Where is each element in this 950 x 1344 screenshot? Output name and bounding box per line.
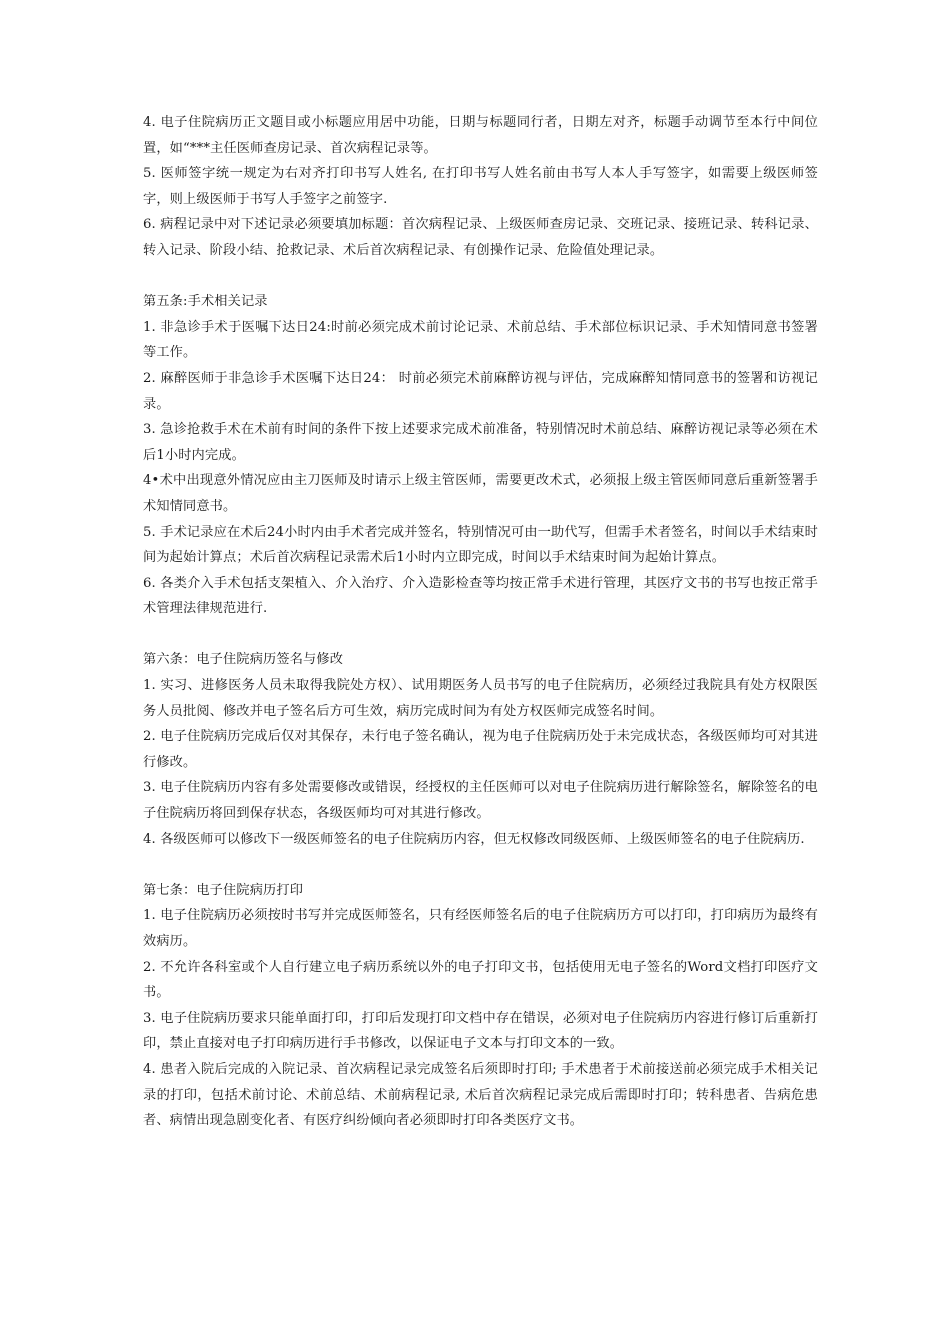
article6-item-1: 1. 实习、进修医务人员未取得我院处方权）、试用期医务人员书写的电子住院病历，必须经过我院具有处方权限医务人员批阅、修改并电子签名后方可生效，病历完成时间为有处方权医师完成签名时间。 <box>143 678 818 719</box>
intro-item-5: 5. 医师签字统一规定为右对齐打印书写人姓名, 在打印书写人姓名前由书写人本人手写签字，如需要上级医师签字，则上级医师于书写人手签字之前签字. <box>143 166 818 207</box>
article5-item-6: 6. 各类介入手术包括支架植入、介入治疗、介入造影检查等均按正常手术进行管理，其医疗文书的书写也按正常手术管理法律规范进行. <box>143 575 818 617</box>
article7-item-4: 4. 患者入院后完成的入院记录、首次病程记录完成签名后须即时打印; 手术患者于术前接送前必须完成手术相关记录的打印，包括术前讨论、术前总结、术前病程记录, 术后首次病程记录完成后需即时打印；转科患者、告病危患者、病情出现急剧变化者、有医疗纠纷倾向者必须即时打印各类医疗文书。 <box>143 1061 818 1129</box>
article7-item-1: 1. 电子住院病历必须按时书写并完成医师签名，只有经医师签名后的电子住院病历方可以打印，打印病历为最终有效病历。 <box>143 908 818 949</box>
article5-item-5: 5. 手术记录应在术后24小时内由手术者完成并签名，特别情况可由一助代写，但需手术者签名，时间以手术结束时间为起始计算点；术后首次病程记录需术后1小时内立即完成，时间以手术结束时间为起始计算点。 <box>143 524 818 566</box>
article5-section <box>143 289 818 622</box>
document-page <box>143 110 818 1134</box>
article7-item-2: 2. 不允许各科室或个人自行建立电子病历系统以外的电子打印文书，包括使用无电子签名的Word文档打印医疗文书。 <box>143 959 818 1001</box>
article7-item-3: 3. 电子住院病历要求只能单面打印，打印后发现打印文档中存在错误，必须对电子住院病历内容进行修订后重新打印，禁止直接对电子打印病历进行手书修改，以保证电子文本与打印文本的一致。 <box>143 1010 818 1052</box>
article5-item-1: 1. 非急诊手术于医嘱下达日24:时前必须完成术前讨论记录、术前总结、手术部位标识记录、手术知情同意书签署等工作。 <box>143 319 818 361</box>
article5-item-3: 3. 急诊抢救手术在术前有时间的条件下按上述要求完成术前准备，特别情况时术前总结、麻醉访视记录等必须在术后1小时内完成。 <box>143 422 818 463</box>
article7-title: 第七条：电子住院病历打印 <box>143 882 304 898</box>
intro-item-6: 6. 病程记录中对下述记录必须要填加标题：首次病程记录、上级医师查房记录、交班记录、接班记录、转科记录、转入记录、阶段小结、抢救记录、术后首次病程记录、有创操作记录、危险值处理记录。 <box>143 217 818 258</box>
article5-item-4: 4•术中出现意外情况应由主刀医师及时请示上级主管医师，需要更改术式，必须报上级主管医师同意后重新签署手术知情同意书。 <box>143 473 818 514</box>
article7-section <box>143 878 818 1134</box>
article6-section <box>143 647 818 852</box>
article6-item-3: 3. 电子住院病历内容有多处需要修改或错误，经授权的主任医师可以对电子住院病历进行解除签名，解除签名的电子住院病历将回到保存状态，各级医师均可对其进行修改。 <box>143 780 818 822</box>
article6-title: 第六条：电子住院病历签名与修改 <box>143 652 344 668</box>
article5-item-2: 2. 麻醉医师于非急诊手术医嘱下达日24： 时前必须完术前麻醉访视与评估，完成麻醉知情同意书的签署和访视记录。 <box>143 370 818 412</box>
intro-item-4: 4. 电子住院病历正文题目或小标题应用居中功能，日期与标题同行者，日期左对齐，标题手动调节至本行中间位置，如“***主任医师查房记录、首次病程记录等。 <box>143 115 818 156</box>
article5-title: 第五条:手术相关记录 <box>143 294 268 310</box>
article6-item-4: 4. 各级医师可以修改下一级医师签名的电子住院病历内容，但无权修改同级医师、上级医师签名的电子住院病历. <box>143 831 805 847</box>
intro-section <box>143 110 818 264</box>
article6-item-2: 2. 电子住院病历完成后仅对其保存，未行电子签名确认，视为电子住院病历处于未完成状态，各级医师均可对其进行修改。 <box>143 729 818 770</box>
